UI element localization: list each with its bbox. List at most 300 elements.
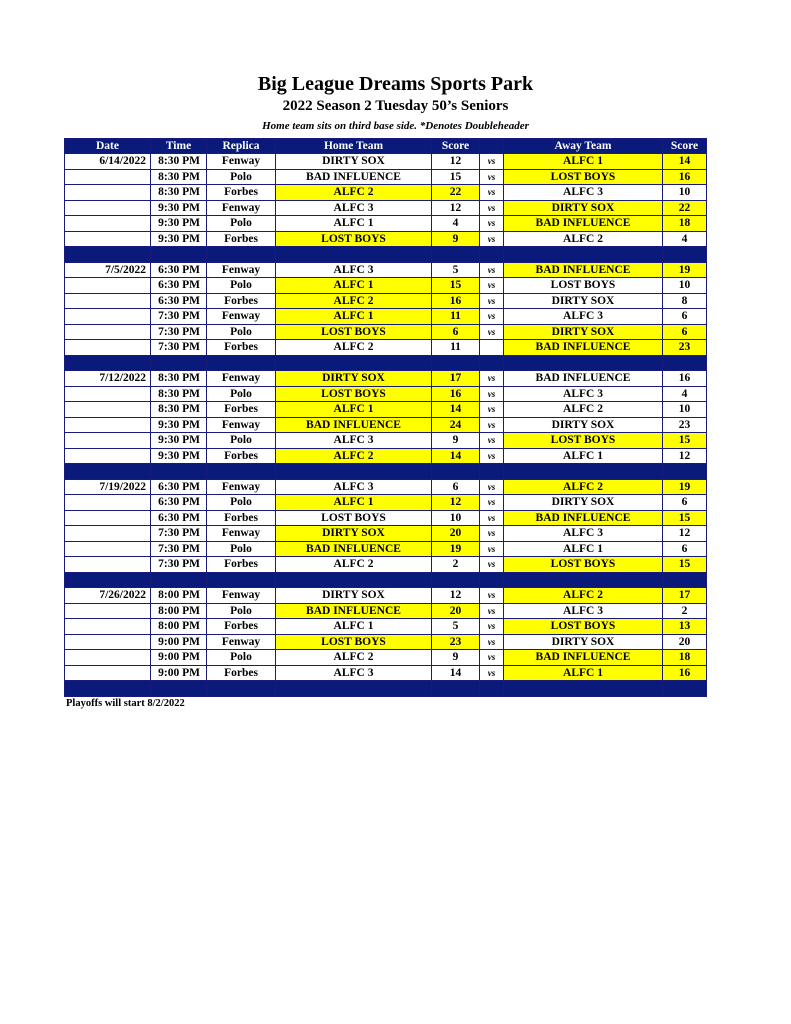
away-score-cell: 18 xyxy=(663,216,707,232)
time-cell: 6:30 PM xyxy=(151,293,207,309)
replica-field-cell: Polo xyxy=(207,324,276,340)
away-score-cell: 19 xyxy=(663,479,707,495)
vs-cell: vs xyxy=(480,402,504,418)
vs-cell: vs xyxy=(480,371,504,387)
home-score-cell: 22 xyxy=(432,185,480,201)
separator-cell xyxy=(151,247,207,263)
date-cell xyxy=(65,650,151,666)
time-cell: 7:30 PM xyxy=(151,557,207,573)
home-score-cell: 15 xyxy=(432,278,480,294)
home-score-cell: 20 xyxy=(432,526,480,542)
separator-cell xyxy=(151,355,207,371)
vs-cell: vs xyxy=(480,154,504,170)
vs-cell: vs xyxy=(480,216,504,232)
home-score-cell: 24 xyxy=(432,417,480,433)
away-score-cell: 10 xyxy=(663,278,707,294)
schedule-body xyxy=(65,154,707,697)
date-cell: 7/12/2022 xyxy=(65,371,151,387)
away-score-cell: 6 xyxy=(663,541,707,557)
home-team-cell: BAD INFLUENCE xyxy=(276,169,432,185)
date-cell xyxy=(65,526,151,542)
away-score-cell: 20 xyxy=(663,634,707,650)
week-separator-row xyxy=(65,681,707,697)
replica-field-cell: Polo xyxy=(207,169,276,185)
separator-cell xyxy=(663,681,707,697)
week-separator-row xyxy=(65,572,707,588)
table-row xyxy=(65,278,707,294)
replica-field-cell: Fenway xyxy=(207,154,276,170)
time-cell: 6:30 PM xyxy=(151,495,207,511)
home-team-cell: ALFC 1 xyxy=(276,216,432,232)
away-team-cell: DIRTY SOX xyxy=(504,417,663,433)
home-team-cell: LOST BOYS xyxy=(276,324,432,340)
home-score-cell: 16 xyxy=(432,386,480,402)
separator-cell xyxy=(480,355,504,371)
separator-cell xyxy=(207,681,276,697)
date-cell xyxy=(65,293,151,309)
date-cell xyxy=(65,448,151,464)
away-score-cell: 16 xyxy=(663,169,707,185)
time-cell: 7:30 PM xyxy=(151,541,207,557)
home-score-cell: 14 xyxy=(432,402,480,418)
time-cell: 9:30 PM xyxy=(151,448,207,464)
away-team-cell: ALFC 3 xyxy=(504,526,663,542)
away-team-cell: ALFC 3 xyxy=(504,309,663,325)
table-row xyxy=(65,448,707,464)
table-row xyxy=(65,433,707,449)
vs-cell: vs xyxy=(480,433,504,449)
home-team-cell: ALFC 3 xyxy=(276,433,432,449)
away-score-cell: 15 xyxy=(663,557,707,573)
home-score-cell: 19 xyxy=(432,541,480,557)
vs-cell: vs xyxy=(480,650,504,666)
date-cell xyxy=(65,231,151,247)
date-cell xyxy=(65,557,151,573)
away-team-cell: DIRTY SOX xyxy=(504,634,663,650)
week-separator-row xyxy=(65,247,707,263)
time-cell: 7:30 PM xyxy=(151,324,207,340)
time-cell: 8:30 PM xyxy=(151,185,207,201)
home-team-cell: BAD INFLUENCE xyxy=(276,417,432,433)
time-cell: 7:30 PM xyxy=(151,340,207,356)
table-row xyxy=(65,402,707,418)
date-cell xyxy=(65,386,151,402)
away-score-cell: 12 xyxy=(663,448,707,464)
replica-field-cell: Fenway xyxy=(207,417,276,433)
away-score-cell: 10 xyxy=(663,402,707,418)
replica-field-cell: Forbes xyxy=(207,185,276,201)
table-row xyxy=(65,650,707,666)
time-cell: 7:30 PM xyxy=(151,309,207,325)
separator-cell xyxy=(65,681,151,697)
away-team-cell: ALFC 1 xyxy=(504,541,663,557)
table-row xyxy=(65,634,707,650)
away-team-cell: ALFC 3 xyxy=(504,386,663,402)
home-team-cell: ALFC 3 xyxy=(276,200,432,216)
time-cell: 8:00 PM xyxy=(151,619,207,635)
replica-field-cell: Forbes xyxy=(207,557,276,573)
table-row xyxy=(65,479,707,495)
schedule-note: Home team sits on third base side. *Denotes Doubleheader xyxy=(262,120,529,132)
time-cell: 7:30 PM xyxy=(151,526,207,542)
separator-cell xyxy=(504,247,663,263)
separator-cell xyxy=(276,572,432,588)
vs-cell: vs xyxy=(480,495,504,511)
date-cell xyxy=(65,603,151,619)
home-team-cell: BAD INFLUENCE xyxy=(276,603,432,619)
vs-cell: vs xyxy=(480,278,504,294)
vs-cell xyxy=(480,340,504,356)
page-title: Big League Dreams Sports Park xyxy=(257,73,534,95)
table-row xyxy=(65,541,707,557)
table-row xyxy=(65,200,707,216)
home-score-cell: 12 xyxy=(432,200,480,216)
away-team-cell: ALFC 2 xyxy=(504,231,663,247)
time-cell: 9:30 PM xyxy=(151,417,207,433)
time-cell: 8:30 PM xyxy=(151,386,207,402)
home-score-cell: 9 xyxy=(432,231,480,247)
replica-field-cell: Fenway xyxy=(207,479,276,495)
home-score-cell: 17 xyxy=(432,371,480,387)
separator-cell xyxy=(151,464,207,480)
table-row xyxy=(65,169,707,185)
home-team-cell: ALFC 3 xyxy=(276,479,432,495)
date-cell xyxy=(65,278,151,294)
replica-field-cell: Fenway xyxy=(207,588,276,604)
table-row xyxy=(65,185,707,201)
replica-field-cell: Fenway xyxy=(207,371,276,387)
replica-field-cell: Forbes xyxy=(207,510,276,526)
separator-cell xyxy=(207,464,276,480)
time-cell: 9:00 PM xyxy=(151,650,207,666)
vs-cell: vs xyxy=(480,262,504,278)
date-cell xyxy=(65,417,151,433)
playoffs-note: Playoffs will start 8/2/2022 xyxy=(66,698,185,709)
home-score-cell: 11 xyxy=(432,340,480,356)
away-score-cell: 14 xyxy=(663,154,707,170)
table-header-row xyxy=(65,139,707,154)
home-score-cell: 9 xyxy=(432,433,480,449)
away-team-cell: ALFC 2 xyxy=(504,479,663,495)
separator-cell xyxy=(207,247,276,263)
vs-cell: vs xyxy=(480,231,504,247)
replica-field-cell: Forbes xyxy=(207,231,276,247)
away-team-cell: ALFC 1 xyxy=(504,154,663,170)
replica-field-cell: Polo xyxy=(207,541,276,557)
vs-cell: vs xyxy=(480,557,504,573)
away-team-cell: DIRTY SOX xyxy=(504,200,663,216)
away-score-cell: 15 xyxy=(663,510,707,526)
vs-cell: vs xyxy=(480,324,504,340)
away-score-cell: 19 xyxy=(663,262,707,278)
separator-cell xyxy=(663,464,707,480)
away-team-cell: BAD INFLUENCE xyxy=(504,510,663,526)
date-cell xyxy=(65,185,151,201)
date-cell: 7/19/2022 xyxy=(65,479,151,495)
column-header-replica: Replica xyxy=(207,139,276,154)
away-score-cell: 18 xyxy=(663,650,707,666)
table-row xyxy=(65,231,707,247)
home-team-cell: ALFC 1 xyxy=(276,619,432,635)
away-score-cell: 22 xyxy=(663,200,707,216)
vs-cell: vs xyxy=(480,309,504,325)
home-team-cell: DIRTY SOX xyxy=(276,371,432,387)
time-cell: 6:30 PM xyxy=(151,510,207,526)
date-cell xyxy=(65,541,151,557)
separator-cell xyxy=(276,464,432,480)
date-cell xyxy=(65,309,151,325)
home-team-cell: ALFC 2 xyxy=(276,650,432,666)
week-separator-row xyxy=(65,464,707,480)
home-team-cell: ALFC 1 xyxy=(276,495,432,511)
home-score-cell: 23 xyxy=(432,634,480,650)
home-score-cell: 12 xyxy=(432,154,480,170)
time-cell: 9:30 PM xyxy=(151,200,207,216)
separator-cell xyxy=(65,355,151,371)
home-score-cell: 15 xyxy=(432,169,480,185)
time-cell: 9:00 PM xyxy=(151,634,207,650)
home-score-cell: 20 xyxy=(432,603,480,619)
replica-field-cell: Polo xyxy=(207,603,276,619)
away-team-cell: LOST BOYS xyxy=(504,619,663,635)
separator-cell xyxy=(480,464,504,480)
schedule-table xyxy=(64,138,707,697)
away-score-cell: 16 xyxy=(663,665,707,681)
vs-cell: vs xyxy=(480,417,504,433)
away-team-cell: ALFC 1 xyxy=(504,448,663,464)
time-cell: 9:30 PM xyxy=(151,231,207,247)
separator-cell xyxy=(504,572,663,588)
away-score-cell: 15 xyxy=(663,433,707,449)
separator-cell xyxy=(276,355,432,371)
away-score-cell: 6 xyxy=(663,324,707,340)
date-cell: 7/26/2022 xyxy=(65,588,151,604)
home-score-cell: 10 xyxy=(432,510,480,526)
time-cell: 8:00 PM xyxy=(151,603,207,619)
vs-cell: vs xyxy=(480,448,504,464)
away-team-cell: BAD INFLUENCE xyxy=(504,340,663,356)
separator-cell xyxy=(432,572,480,588)
separator-cell xyxy=(65,247,151,263)
home-team-cell: LOST BOYS xyxy=(276,231,432,247)
separator-cell xyxy=(432,464,480,480)
home-score-cell: 16 xyxy=(432,293,480,309)
vs-cell: vs xyxy=(480,185,504,201)
home-team-cell: DIRTY SOX xyxy=(276,588,432,604)
away-team-cell: BAD INFLUENCE xyxy=(504,650,663,666)
away-team-cell: DIRTY SOX xyxy=(504,293,663,309)
replica-field-cell: Forbes xyxy=(207,293,276,309)
separator-cell xyxy=(504,355,663,371)
time-cell: 6:30 PM xyxy=(151,262,207,278)
date-cell: 6/14/2022 xyxy=(65,154,151,170)
replica-field-cell: Forbes xyxy=(207,340,276,356)
home-score-cell: 12 xyxy=(432,588,480,604)
home-score-cell: 6 xyxy=(432,324,480,340)
separator-cell xyxy=(504,681,663,697)
table-row xyxy=(65,619,707,635)
column-header-away-score: Score xyxy=(663,139,707,154)
separator-cell xyxy=(663,355,707,371)
home-score-cell: 14 xyxy=(432,665,480,681)
home-team-cell: ALFC 2 xyxy=(276,557,432,573)
separator-cell xyxy=(65,572,151,588)
time-cell: 8:30 PM xyxy=(151,402,207,418)
table-row xyxy=(65,417,707,433)
vs-cell: vs xyxy=(480,479,504,495)
away-team-cell: ALFC 2 xyxy=(504,402,663,418)
replica-field-cell: Forbes xyxy=(207,619,276,635)
home-team-cell: ALFC 2 xyxy=(276,293,432,309)
separator-cell xyxy=(480,247,504,263)
home-team-cell: LOST BOYS xyxy=(276,510,432,526)
date-cell xyxy=(65,510,151,526)
away-score-cell: 6 xyxy=(663,309,707,325)
away-score-cell: 2 xyxy=(663,603,707,619)
vs-cell: vs xyxy=(480,634,504,650)
separator-cell xyxy=(432,247,480,263)
date-cell xyxy=(65,495,151,511)
table-row xyxy=(65,557,707,573)
replica-field-cell: Polo xyxy=(207,650,276,666)
column-header-vs xyxy=(480,139,504,154)
home-score-cell: 12 xyxy=(432,495,480,511)
table-row xyxy=(65,665,707,681)
time-cell: 6:30 PM xyxy=(151,278,207,294)
home-team-cell: LOST BOYS xyxy=(276,386,432,402)
table-row xyxy=(65,324,707,340)
date-cell xyxy=(65,402,151,418)
vs-cell: vs xyxy=(480,603,504,619)
away-team-cell: DIRTY SOX xyxy=(504,495,663,511)
home-score-cell: 5 xyxy=(432,262,480,278)
home-team-cell: ALFC 2 xyxy=(276,340,432,356)
away-score-cell: 16 xyxy=(663,371,707,387)
home-team-cell: ALFC 1 xyxy=(276,309,432,325)
home-score-cell: 4 xyxy=(432,216,480,232)
home-score-cell: 6 xyxy=(432,479,480,495)
separator-cell xyxy=(65,464,151,480)
table-row xyxy=(65,510,707,526)
date-cell xyxy=(65,340,151,356)
replica-field-cell: Polo xyxy=(207,278,276,294)
table-row xyxy=(65,262,707,278)
home-score-cell: 9 xyxy=(432,650,480,666)
column-header-date: Date xyxy=(65,139,151,154)
time-cell: 9:00 PM xyxy=(151,665,207,681)
away-score-cell: 23 xyxy=(663,417,707,433)
home-team-cell: BAD INFLUENCE xyxy=(276,541,432,557)
table-row xyxy=(65,495,707,511)
replica-field-cell: Fenway xyxy=(207,262,276,278)
vs-cell: vs xyxy=(480,510,504,526)
date-cell xyxy=(65,169,151,185)
replica-field-cell: Fenway xyxy=(207,309,276,325)
home-team-cell: DIRTY SOX xyxy=(276,526,432,542)
week-separator-row xyxy=(65,355,707,371)
replica-field-cell: Polo xyxy=(207,433,276,449)
vs-cell: vs xyxy=(480,619,504,635)
replica-field-cell: Polo xyxy=(207,495,276,511)
away-score-cell: 13 xyxy=(663,619,707,635)
table-row xyxy=(65,526,707,542)
replica-field-cell: Polo xyxy=(207,386,276,402)
home-team-cell: DIRTY SOX xyxy=(276,154,432,170)
away-score-cell: 6 xyxy=(663,495,707,511)
away-team-cell: ALFC 3 xyxy=(504,185,663,201)
home-score-cell: 11 xyxy=(432,309,480,325)
home-team-cell: ALFC 2 xyxy=(276,185,432,201)
date-cell xyxy=(65,200,151,216)
column-header-away-team: Away Team xyxy=(504,139,663,154)
vs-cell: vs xyxy=(480,526,504,542)
vs-cell: vs xyxy=(480,169,504,185)
vs-cell: vs xyxy=(480,200,504,216)
away-score-cell: 4 xyxy=(663,386,707,402)
date-cell: 7/5/2022 xyxy=(65,262,151,278)
home-team-cell: ALFC 3 xyxy=(276,665,432,681)
home-team-cell: ALFC 3 xyxy=(276,262,432,278)
away-score-cell: 8 xyxy=(663,293,707,309)
date-cell xyxy=(65,433,151,449)
time-cell: 8:30 PM xyxy=(151,154,207,170)
away-team-cell: ALFC 1 xyxy=(504,665,663,681)
date-cell xyxy=(65,324,151,340)
separator-cell xyxy=(276,247,432,263)
away-team-cell: ALFC 2 xyxy=(504,588,663,604)
separator-cell xyxy=(480,572,504,588)
table-row xyxy=(65,216,707,232)
table-row xyxy=(65,309,707,325)
table-row xyxy=(65,154,707,170)
separator-cell xyxy=(207,355,276,371)
date-cell xyxy=(65,216,151,232)
time-cell: 9:30 PM xyxy=(151,433,207,449)
table-row xyxy=(65,603,707,619)
home-team-cell: ALFC 1 xyxy=(276,278,432,294)
replica-field-cell: Polo xyxy=(207,216,276,232)
away-team-cell: LOST BOYS xyxy=(504,278,663,294)
separator-cell xyxy=(663,247,707,263)
home-score-cell: 5 xyxy=(432,619,480,635)
vs-cell: vs xyxy=(480,386,504,402)
vs-cell: vs xyxy=(480,541,504,557)
vs-cell: vs xyxy=(480,293,504,309)
replica-field-cell: Forbes xyxy=(207,448,276,464)
replica-field-cell: Fenway xyxy=(207,634,276,650)
away-team-cell: LOST BOYS xyxy=(504,169,663,185)
away-score-cell: 12 xyxy=(663,526,707,542)
away-score-cell: 4 xyxy=(663,231,707,247)
date-cell xyxy=(65,634,151,650)
date-cell xyxy=(65,665,151,681)
separator-cell xyxy=(151,572,207,588)
time-cell: 8:30 PM xyxy=(151,371,207,387)
replica-field-cell: Forbes xyxy=(207,665,276,681)
time-cell: 8:00 PM xyxy=(151,588,207,604)
separator-cell xyxy=(151,681,207,697)
away-score-cell: 17 xyxy=(663,588,707,604)
separator-cell xyxy=(207,572,276,588)
away-team-cell: LOST BOYS xyxy=(504,433,663,449)
table-row xyxy=(65,588,707,604)
separator-cell xyxy=(663,572,707,588)
time-cell: 8:30 PM xyxy=(151,169,207,185)
away-score-cell: 23 xyxy=(663,340,707,356)
separator-cell xyxy=(432,681,480,697)
column-header-home-score: Score xyxy=(432,139,480,154)
away-score-cell: 10 xyxy=(663,185,707,201)
